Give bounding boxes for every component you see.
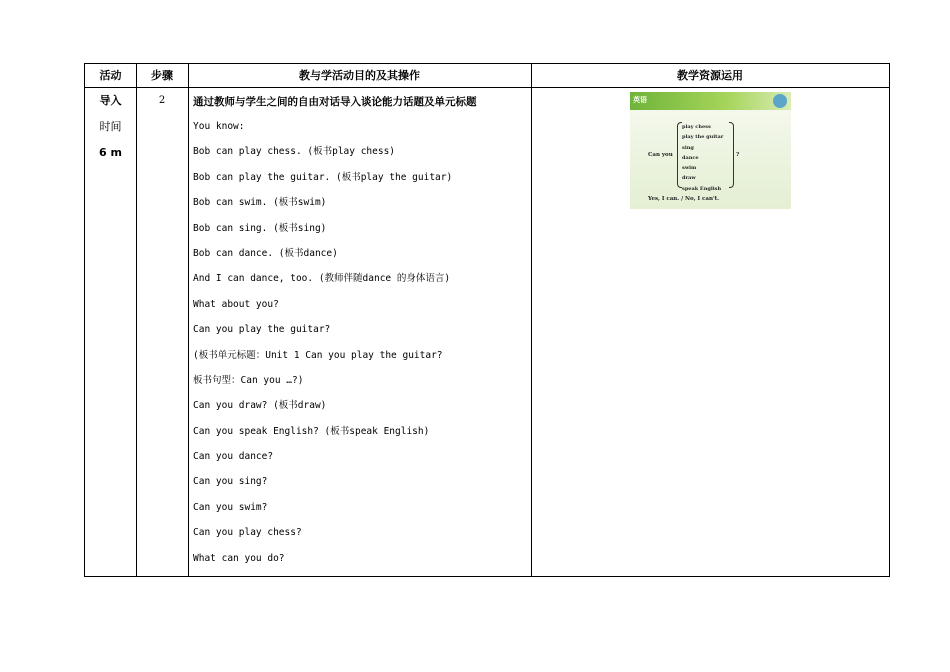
dialogue-line: Can you play the guitar? <box>193 324 331 336</box>
header-step: 步骤 <box>151 69 173 82</box>
slide-ability-list <box>682 122 723 194</box>
slide-ability-item: dance <box>682 154 699 161</box>
dialogue-line: Can you sing? <box>193 476 268 488</box>
slide-answer: Yes, I can. / No, I can't. <box>648 196 720 202</box>
dialogue-line: Can you dance? <box>193 451 274 463</box>
header-divider <box>85 87 889 88</box>
slide-ability-item: speak English <box>682 185 722 192</box>
step-number: 2 <box>158 95 166 106</box>
dialogue-line: Can you draw? (板书draw) <box>193 400 327 412</box>
slide-can-you: Can you <box>648 152 673 158</box>
slide-right-brace <box>729 122 734 188</box>
slide-header-band <box>630 92 791 110</box>
lesson-table <box>84 63 890 577</box>
dialogue-line: Bob can sing. (板书sing) <box>193 222 327 234</box>
activity-name: 导入 <box>99 94 122 107</box>
dialogue-line: You know: <box>193 121 245 132</box>
dialogue-line: Can you swim? <box>193 501 268 513</box>
dialogue-line: Bob can play the guitar. (板书play the guitar) <box>193 171 453 183</box>
header-activity: 活动 <box>99 69 122 82</box>
slide-ability-item: swim <box>682 165 697 172</box>
slide-ability-item: play chess <box>682 124 711 130</box>
slide-question-mark: ? <box>736 152 740 158</box>
header-resources: 教学资源运用 <box>677 69 743 82</box>
dialogue-line: (板书单元标题：Unit 1 Can you play the guitar? <box>193 349 443 361</box>
activity-time-label: 时间 <box>99 120 122 133</box>
dialogue-line: Bob can dance. (板书dance) <box>193 247 338 259</box>
slide-ability-item: sing <box>682 144 694 151</box>
slide-logo: 英语 <box>633 96 647 104</box>
slide-ability-item: play the guitar <box>682 134 724 141</box>
dialogue-line: Bob can swim. (板书swim) <box>193 197 327 209</box>
operations-title: 通过教师与学生之间的自由对话导入谈论能力话题及单元标题 <box>193 96 477 108</box>
header-operations: 教与学活动目的及其操作 <box>299 69 420 82</box>
column-divider <box>136 64 137 576</box>
column-divider <box>188 64 189 576</box>
activity-duration: 6 m <box>99 146 122 159</box>
dialogue-line: What about you? <box>193 298 279 310</box>
dialogue-line: Can you speak English? (板书speak English) <box>193 425 430 437</box>
dialogue-line: 板书句型：Can you …?) <box>193 374 304 386</box>
dialogue-line: Bob can play chess. (板书play chess) <box>193 146 396 158</box>
dialogue-line: And I can dance, too. (教师伴随dance 的身体语言) <box>193 273 451 285</box>
slide-thumbnail <box>630 92 791 209</box>
column-divider <box>531 64 532 576</box>
operations-cell <box>193 95 529 577</box>
activity-cell <box>85 94 136 172</box>
dialogue-line: What can you do? <box>193 552 285 564</box>
dialogue-line: Can you play chess? <box>193 527 302 539</box>
slide-ability-item: draw <box>682 175 696 182</box>
slide-decoration-icon <box>773 94 787 108</box>
